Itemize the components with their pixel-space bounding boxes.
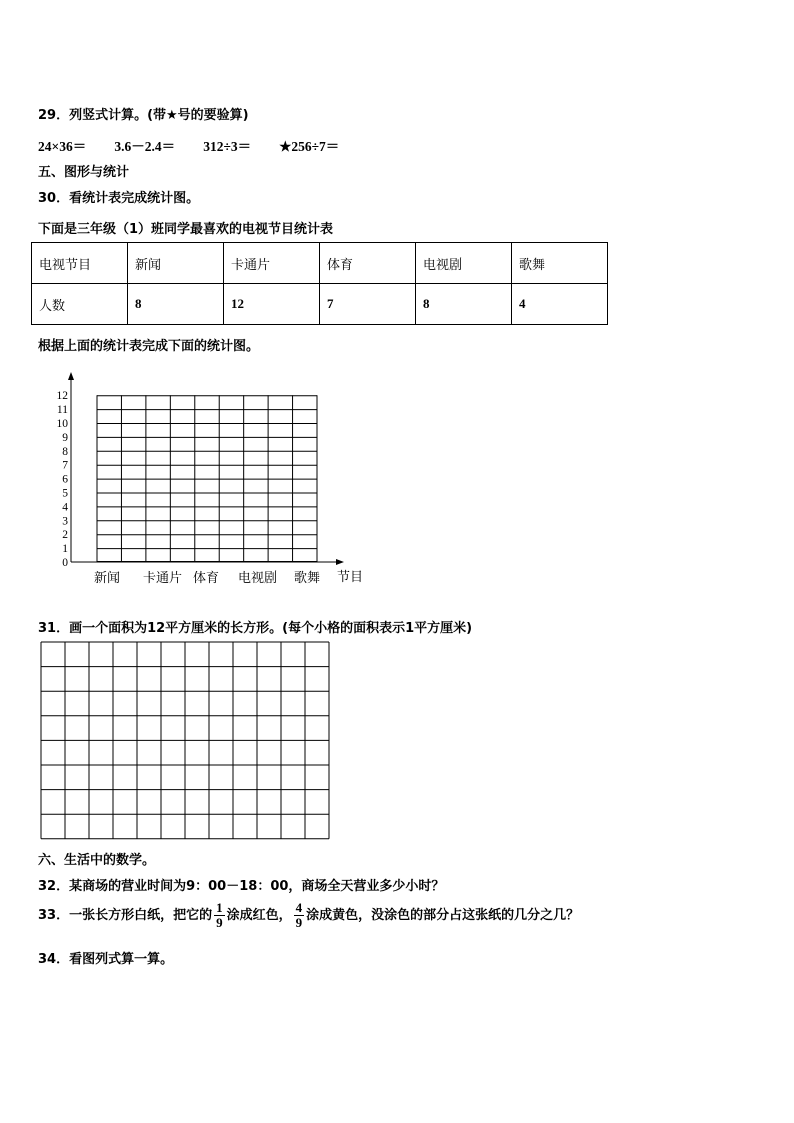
section-6-heading: 六、生活中的数学。 [38, 853, 156, 868]
calc-item-1: 24×36＝ [38, 139, 87, 154]
q30-title: 30．看统计表完成统计图。 [38, 191, 200, 206]
y-tick-label: 5 [62, 487, 68, 500]
chart-instruction: 根据上面的统计表完成下面的统计图。 [38, 339, 260, 354]
x-axis-label: 节目 [337, 570, 364, 585]
fraction-denominator: 9 [295, 915, 303, 930]
table-cell: 8 [416, 284, 512, 325]
section-5-heading: 五、图形与统计 [38, 165, 130, 180]
table-cell: 4 [512, 284, 608, 325]
x-axis-arrow [336, 559, 344, 565]
y-tick-label: 10 [56, 418, 68, 430]
table-cell: 8 [128, 284, 224, 325]
fraction-4-9 [294, 901, 305, 930]
table-cell: 7 [320, 284, 416, 325]
table-cell: 卡通片 [224, 243, 320, 284]
calc-item-3: 312÷3＝ [203, 139, 252, 154]
fraction-denominator: 9 [216, 915, 223, 930]
y-tick-label: 3 [62, 515, 68, 528]
table-data-row [32, 284, 608, 325]
q31-title: 31．画一个面积为12平方厘米的长方形。(每个小格的面积表示1平方厘米) [38, 621, 473, 636]
q33-title [38, 901, 579, 930]
table-cell: 歌舞 [512, 243, 608, 284]
y-tick-label: 0 [62, 557, 68, 569]
y-tick-label: 4 [62, 501, 68, 514]
calc-item-2: 3.6－2.4＝ [114, 139, 176, 154]
table-cell: 新闻 [128, 243, 224, 284]
y-tick-label: 1 [62, 543, 68, 556]
x-category-label: 歌舞 [294, 571, 321, 586]
fraction-1-9 [214, 901, 225, 930]
table-cell: 人数 [32, 284, 128, 325]
drawing-grid[interactable] [40, 640, 332, 844]
q33-suffix: 涂成黄色，没涂色的部分占这张纸的几分之几？ [306, 908, 580, 923]
y-tick-label: 6 [62, 473, 68, 486]
table-cell: 12 [224, 284, 320, 325]
x-category-label: 新闻 [94, 571, 121, 586]
stats-table [31, 242, 608, 325]
q29-title: 29．列竖式计算。(带★号的要验算) [38, 108, 249, 123]
fraction-numerator: 4 [295, 900, 303, 915]
table-cell: 电视节目 [32, 243, 128, 284]
table-cell: 电视剧 [416, 243, 512, 284]
q34-title: 34．看图列式算一算。 [38, 952, 174, 967]
y-tick-label: 11 [56, 404, 68, 417]
q29-calc-items [38, 135, 363, 155]
x-category-label: 体育 [193, 571, 220, 586]
y-tick-label: 9 [62, 431, 68, 444]
q32-title: 32．某商场的营业时间为9：00－18：00，商场全天营业多少小时？ [38, 879, 445, 894]
bar-chart [40, 368, 380, 598]
y-tick-label: 2 [62, 529, 68, 542]
q33-mid: 涂成红色， [226, 908, 292, 923]
table-header-row [32, 243, 608, 284]
fraction-numerator: 1 [216, 900, 223, 915]
x-category-label: 卡通片 [143, 571, 183, 586]
x-category-label: 电视剧 [238, 571, 278, 586]
calc-item-4: ★256÷7＝ [279, 139, 340, 154]
y-axis-arrow [68, 372, 74, 380]
y-tick-label: 8 [62, 445, 68, 458]
y-tick-label: 7 [62, 459, 68, 472]
table-cell: 体育 [320, 243, 416, 284]
table-caption: 下面是三年级（1）班同学最喜欢的电视节目统计表 [38, 222, 334, 237]
y-tick-label: 12 [56, 390, 68, 403]
q33-prefix: 33．一张长方形白纸，把它的 [38, 908, 213, 923]
